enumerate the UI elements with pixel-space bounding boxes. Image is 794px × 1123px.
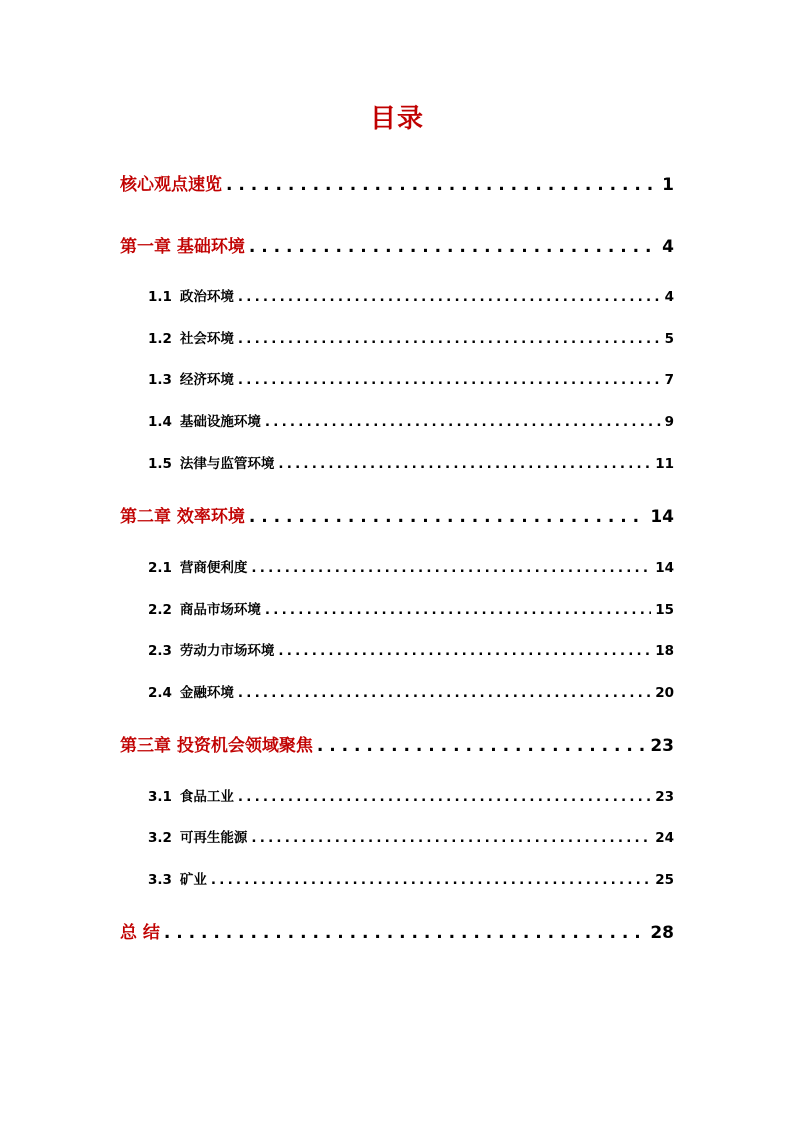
toc-section-number: 1.5 — [148, 456, 172, 472]
dot-leader — [164, 923, 646, 943]
toc-page-number: 20 — [655, 685, 674, 701]
toc-entry-label: 第二章 效率环境 — [120, 507, 245, 527]
dot-leader — [251, 560, 651, 576]
dot-leader — [238, 789, 651, 805]
toc-entry-label: 食品工业 — [179, 789, 234, 805]
toc-entry-3-3[interactable] — [148, 868, 674, 888]
toc-entry-3-1[interactable] — [148, 785, 674, 805]
toc-entry-label: 劳动力市场环境 — [179, 643, 275, 659]
toc-entry-label: 商品市场环境 — [179, 602, 261, 618]
toc-entry-2-2[interactable] — [148, 598, 674, 618]
toc-entry-label: 法律与监管环境 — [179, 456, 275, 472]
dot-leader — [317, 736, 646, 756]
toc-entry-overview[interactable] — [120, 170, 674, 195]
toc-page-number: 5 — [664, 331, 674, 347]
toc-entry-label: 政治环境 — [179, 289, 234, 305]
toc-entry-label: 基础设施环境 — [179, 414, 261, 430]
toc-page-number: 15 — [655, 602, 674, 618]
toc-page-number: 7 — [664, 372, 674, 388]
dot-leader — [238, 331, 661, 347]
toc-section-number: 1.3 — [148, 372, 172, 388]
toc-entry-label: 经济环境 — [179, 372, 234, 388]
dot-leader — [249, 237, 658, 257]
toc-page-number: 11 — [655, 456, 674, 472]
toc-entry-chapter-2[interactable] — [120, 502, 674, 527]
toc-entry-chapter-3[interactable] — [120, 731, 674, 756]
toc-entry-summary[interactable] — [120, 918, 674, 943]
toc-entry-label: 营商便利度 — [179, 560, 248, 576]
dot-leader — [251, 830, 651, 846]
toc-entry-label: 第一章 基础环境 — [120, 237, 245, 257]
toc-section-number: 1.4 — [148, 414, 172, 430]
dot-leader — [278, 456, 651, 472]
toc-entry-label: 可再生能源 — [179, 830, 248, 846]
dot-leader — [265, 602, 651, 618]
toc-page-number: 4 — [662, 237, 674, 257]
toc-entry-1-2[interactable] — [148, 327, 674, 347]
toc-entry-1-4[interactable] — [148, 410, 674, 430]
dot-leader — [249, 507, 646, 527]
toc-entry-1-1[interactable] — [148, 285, 674, 305]
toc-section-number: 3.1 — [148, 789, 172, 805]
toc-section-number: 3.3 — [148, 872, 172, 888]
toc-section-number: 3.2 — [148, 830, 172, 846]
dot-leader — [278, 643, 651, 659]
dot-leader — [265, 414, 661, 430]
dot-leader — [226, 175, 658, 195]
dot-leader — [238, 685, 651, 701]
toc-page-number: 4 — [664, 289, 674, 305]
toc-section-number: 2.2 — [148, 602, 172, 618]
toc-entry-label: 总 结 — [120, 923, 160, 943]
toc-entry-1-5[interactable] — [148, 452, 674, 472]
toc-page-number: 28 — [650, 923, 674, 943]
toc-page-number: 9 — [664, 414, 674, 430]
dot-leader — [238, 372, 661, 388]
toc-page-number: 14 — [655, 560, 674, 576]
toc-section-number: 2.1 — [148, 560, 172, 576]
toc-entry-label: 核心观点速览 — [120, 175, 222, 195]
toc-section-number: 2.3 — [148, 643, 172, 659]
toc-entry-chapter-1[interactable] — [120, 232, 674, 257]
toc-section-number: 1.1 — [148, 289, 172, 305]
toc-title: 目录 — [369, 104, 424, 134]
toc-entry-2-1[interactable] — [148, 556, 674, 576]
toc-page-number: 18 — [655, 643, 674, 659]
toc-page-number: 23 — [655, 789, 674, 805]
toc-entry-2-3[interactable] — [148, 639, 674, 659]
toc-page-number: 23 — [650, 736, 674, 756]
toc-entry-2-4[interactable] — [148, 681, 674, 701]
toc-page-number: 24 — [655, 830, 674, 846]
toc-page-number: 14 — [650, 507, 674, 527]
toc-entry-label: 社会环境 — [179, 331, 234, 347]
toc-entry-label: 第三章 投资机会领域聚焦 — [120, 736, 313, 756]
dot-leader — [238, 289, 661, 305]
toc-entry-label: 金融环境 — [179, 685, 234, 701]
dot-leader — [211, 872, 651, 888]
toc-entry-1-3[interactable] — [148, 368, 674, 388]
toc-section-number: 2.4 — [148, 685, 172, 701]
toc-entry-label: 矿业 — [179, 872, 207, 888]
toc-page-number: 25 — [655, 872, 674, 888]
toc-page-number: 1 — [662, 175, 674, 195]
toc-section-number: 1.2 — [148, 331, 172, 347]
toc-entry-3-2[interactable] — [148, 826, 674, 846]
